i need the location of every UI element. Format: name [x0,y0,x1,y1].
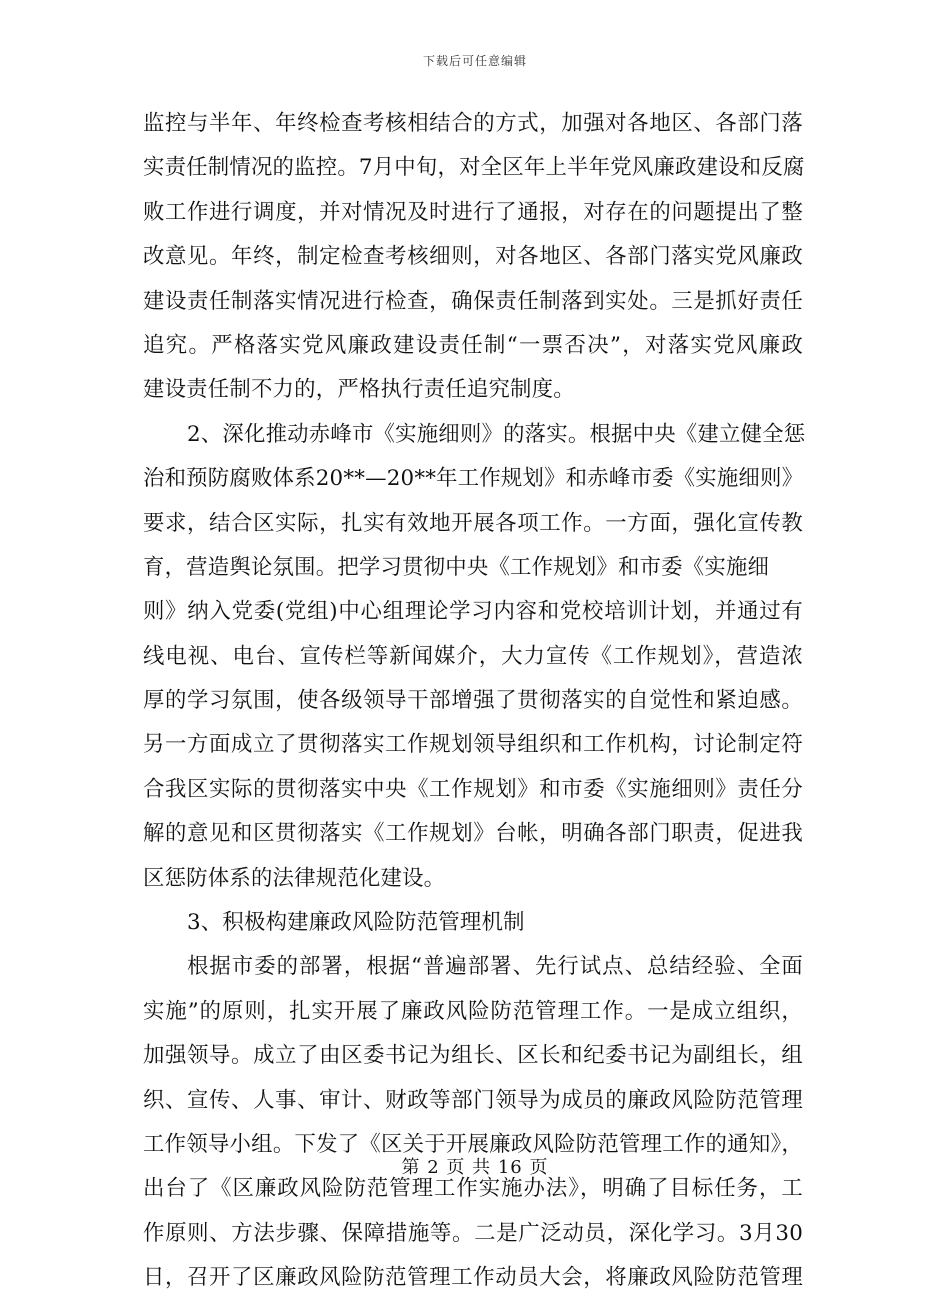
text-line: 育，营造舆论氛围。把学习贯彻中央《工作规划》和市委《实施细 [143,554,770,580]
text-line: 改意见。年终，制定检查考核细则，对各地区、各部门落实党风廉政 [143,244,803,270]
text-line: 另一方面成立了贯彻落实工作规划领导组织和工作机构，讨论制定符 [143,732,803,758]
text-line: 日，召开了区廉政风险防范管理工作动员大会，将廉政风险防范管理 [143,1265,803,1291]
text-line: 监控与半年、年终检查考核相结合的方式，加强对各地区、各部门落 [143,111,803,136]
text-line: 作原则、方法步骤、保障措施等。二是广泛动员，深化学习。3月30 [143,1220,803,1246]
text-line: 2、深化推动赤峰市《实施细则》的落实。根据中央《建立健全惩 [187,421,806,447]
text-line: 实施”的原则，扎实开展了廉政风险防范管理工作。一是成立组织， [143,998,803,1024]
text-line: 区惩防体系的法律规范化建设。 [143,865,446,891]
document-body [143,102,806,1301]
text-line: 要求，结合区实际，扎实有效地开展各项工作。一方面，强化宣传教 [143,510,803,536]
text-line: 实责任制情况的监控。7月中旬，对全区年上半年党风廉政建设和反腐 [143,155,805,181]
text-line: 3、积极构建廉政风险防范管理机制 [187,910,525,936]
text-line: 织、宣传、人事、审计、财政等部门领导为成员的廉政风险防范管理 [143,1087,803,1113]
text-line: 出台了《区廉政风险防范管理工作实施办法》，明确了目标任务，工 [143,1176,803,1202]
text-line: 治和预防腐败体系20**—20**年工作规划》和赤峰市委《实施细则》 [143,466,804,492]
text-line: 加强领导。成立了由区委书记为组长、区长和纪委书记为副组长，组 [143,1043,803,1069]
text-line: 合我区实际的贯彻落实中央《工作规划》和市委《实施细则》责任分 [143,776,803,802]
text-line: 厚的学习氛围，使各级领导干部增强了贯彻落实的自觉性和紧迫感。 [143,688,803,714]
page-footer: 第 2 页 共 16 页 [401,1157,549,1178]
page-header: 下载后可任意编辑 [422,54,527,68]
text-line: 根据市委的部署，根据“普遍部署、先行试点、总结经验、全面 [187,954,803,980]
text-line: 建设责任制不力的，严格执行责任追究制度。 [143,377,575,403]
text-line: 败工作进行调度，并对情况及时进行了通报，对存在的问题提出了整 [143,199,803,225]
text-line: 则》纳入党委(党组)中心组理论学习内容和党校培训计划，并通过有 [143,599,803,625]
text-line: 线电视、电台、宣传栏等新闻媒介，大力宣传《工作规划》，营造浓 [143,643,803,669]
text-line: 追究。严格落实党风廉政建设责任制“一票否决”，对落实党风廉政 [143,332,803,358]
text-line: 工作领导小组。下发了《区关于开展廉政风险防范管理工作的通知》， [143,1131,803,1157]
text-line: 解的意见和区贯彻落实《工作规划》台帐，明确各部门职责，促进我 [143,821,803,847]
text-line: 建设责任制落实情况进行检查，确保责任制落到实处。三是抓好责任 [143,288,803,314]
